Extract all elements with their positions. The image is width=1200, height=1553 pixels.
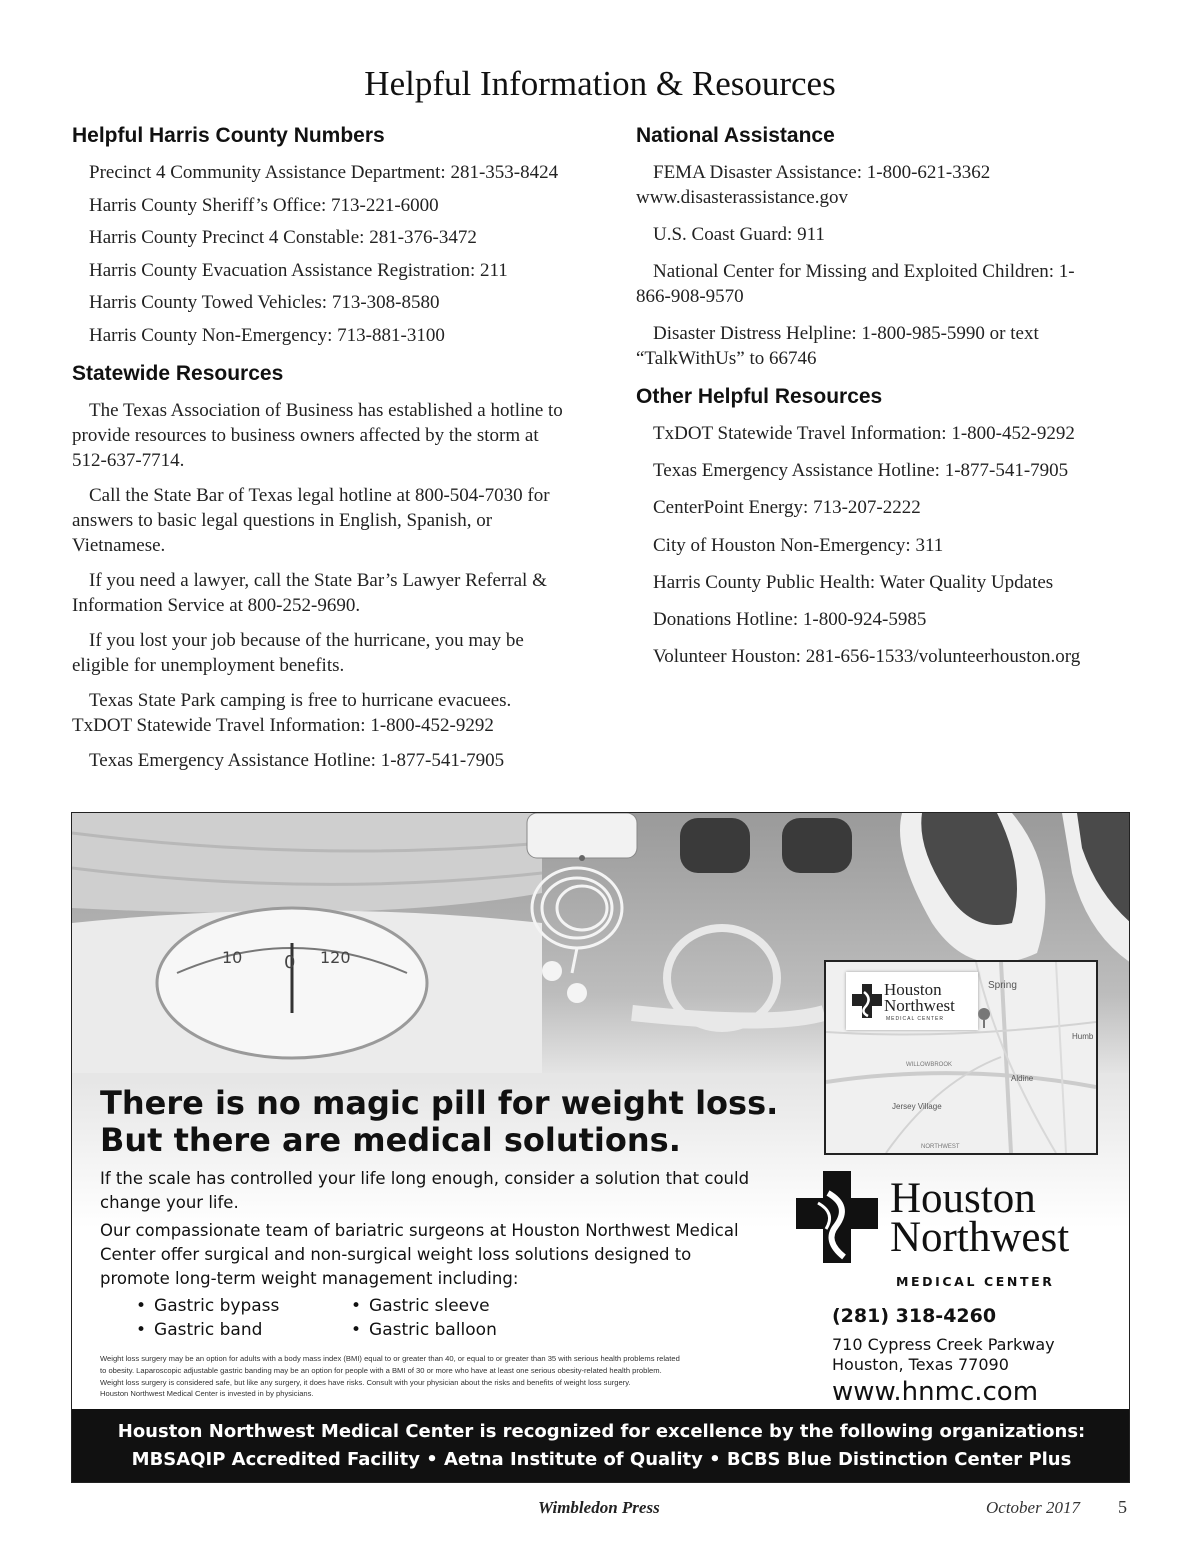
banner-line-1: Houston Northwest Medical Center is recognized for excellence by the following organizations:: [117, 1420, 1086, 1442]
website-url: www.hnmc.com: [832, 1377, 1039, 1407]
other-resources-heading: Other Helpful Resources: [636, 385, 883, 408]
recognition-banner: [72, 1409, 1130, 1482]
national-paragraph: FEMA Disaster Assistance: 1-800-621-3362 www.disasterassistance.gov: [636, 162, 991, 208]
logo-subtitle: MEDICAL CENTER: [896, 1274, 1055, 1289]
other-resource-item: Texas Emergency Assistance Hotline: 1-877-541-7905: [653, 460, 1069, 482]
map-label: WILLOWBROOK: [906, 1062, 953, 1068]
ad-fine-print: [100, 1353, 770, 1400]
smartphone: [527, 813, 637, 861]
procedure-item: • Gastric band: [136, 1318, 351, 1342]
fine-print-line: Houston Northwest Medical Center is invested in by physicians.: [100, 1389, 314, 1399]
other-resource-item: Harris County Public Health: Water Quality Updates: [653, 571, 1054, 593]
map-logo: [846, 972, 978, 1030]
towel: [72, 813, 542, 913]
ad-lead-text: If the scale has controlled your life long enough, consider a solution that could change your life.: [100, 1169, 750, 1212]
page-title: Helpful Information & Resources: [364, 64, 836, 103]
statewide-paragraph: Texas State Park camping is free to hurricane evacuees. TxDOT Statewide Travel Information: 1-800-452-9292: [72, 689, 512, 736]
footer-publication: Wimbledon Press: [538, 1498, 660, 1517]
svg-text:0: 0: [284, 952, 296, 973]
procedure-item: • Gastric sleeve: [351, 1294, 566, 1318]
ad-headline: [100, 1085, 800, 1159]
map-label: Spring: [988, 980, 1017, 991]
hnmc-cross-icon: [796, 1171, 878, 1263]
ad-headline-line-1: There is no magic pill for weight loss.: [100, 1084, 779, 1122]
phone-number: (281) 318-4260: [832, 1305, 997, 1327]
map-label: Jersey Village: [892, 1102, 942, 1111]
statewide-paragraph: Call the State Bar of Texas legal hotline at 800-504-7030 for answers to basic legal questions in English, Spanish, or Vietnamese.: [72, 484, 550, 556]
svg-text:10: 10: [222, 948, 243, 967]
other-resource-item: TxDOT Statewide Travel Information: 1-800-452-9292: [653, 423, 1075, 444]
map-logo-name-2: Northwest: [884, 996, 955, 1015]
footer-date: October 2017: [986, 1498, 1080, 1517]
national-paragraph: National Center for Missing and Exploited Children: 1-866-908-9570: [636, 261, 1075, 307]
ad-headline-line-2: But there are medical solutions.: [100, 1121, 681, 1159]
banner-line-2: MBSAQIP Accredited Facility • Aetna Institute of Quality • BCBS Blue Distinction Center Plus: [131, 1448, 1072, 1470]
map-label: Humb: [1072, 1032, 1094, 1041]
logo-name-line-2: Northwest: [890, 1214, 1070, 1261]
map-label: Aldine: [1011, 1074, 1034, 1083]
harris-number-item: Harris County Towed Vehicles: 713-308-8580: [89, 292, 440, 314]
national-paragraph: U.S. Coast Guard: 911: [653, 224, 825, 245]
national-paragraph: Disaster Distress Helpline: 1-800-985-5990 or text “TalkWithUs” to 66746: [636, 323, 1039, 369]
right-column: [636, 124, 1106, 681]
svg-text:120: 120: [320, 948, 351, 967]
harris-number-item: Harris County Precinct 4 Constable: 281-376-3472: [89, 227, 477, 249]
harris-number-item: Harris County Sheriff’s Office: 713-221-6000: [89, 194, 439, 216]
harris-number-item: Harris County Evacuation Assistance Registration: 211: [89, 259, 508, 281]
procedure-list: [136, 1294, 566, 1342]
map-logo-text: [884, 982, 955, 1014]
map-logo-sub: MEDICAL CENTER: [886, 1016, 944, 1022]
map-logo-cross-icon: [852, 984, 882, 1018]
other-resource-item: City of Houston Non-Emergency: 311: [653, 534, 944, 556]
national-assistance-heading: National Assistance: [636, 124, 835, 147]
bathroom-scale: [72, 908, 542, 1073]
statewide-paragraph: The Texas Association of Business has established a hotline to provide resources to business owners affected by the storm at 512-637-7714.: [72, 399, 563, 471]
ad-body-text: Our compassionate team of bariatric surgeons at Houston Northwest Medical Center offer surgical and non-surgical weight loss solutions designed to promote long-term weight management including:: [100, 1221, 739, 1288]
left-column: [72, 124, 572, 783]
other-resource-item: CenterPoint Energy: 713-207-2222: [653, 497, 921, 519]
fine-print-line: to obesity. Laparoscopic adjustable gastric banding may be an option for people with a BMI of 30 or more who have at least one serious obesity-related health problem.: [100, 1365, 662, 1375]
statewide-resources-heading: Statewide Resources: [72, 361, 284, 385]
address-line-2: Houston, Texas 77090: [832, 1355, 1009, 1374]
other-resource-item: Volunteer Houston: 281-656-1533/volunteerhouston.org: [653, 646, 1081, 668]
statewide-paragraph: Texas Emergency Assistance Hotline: 1-877-541-7905: [89, 749, 505, 771]
harris-number-item: Harris County Non-Emergency: 713-881-3100: [89, 324, 445, 346]
procedure-item: • Gastric balloon: [351, 1318, 566, 1342]
statewide-paragraph: If you need a lawyer, call the State Bar’s Lawyer Referral & Information Service at 800-252-9690.: [72, 569, 547, 616]
hnmc-advertisement: [71, 812, 1130, 1483]
harris-numbers-heading: Helpful Harris County Numbers: [72, 124, 385, 147]
fine-print-line: Weight loss surgery may be an option for adults with a body mass index (BMI) equal to or greater than 40, or equal to or greater than 35 with serious health problems related: [100, 1354, 680, 1363]
address: [832, 1335, 1055, 1375]
logo-name-line-1: Houston: [890, 1175, 1036, 1222]
location-map: [824, 960, 1098, 1155]
page-number: 5: [1118, 1497, 1127, 1517]
procedure-item: • Gastric bypass: [136, 1294, 351, 1318]
map-label: NORTHWEST: [921, 1144, 960, 1150]
logo-name: [890, 1175, 1070, 1261]
fine-print-line: Weight loss surgery is considered safe, but like any surgery, it does have risks. Consult with your physician about the risks and benefits of weight loss surgery.: [100, 1377, 631, 1387]
map-logo-name-1: Houston: [884, 980, 942, 999]
statewide-paragraph: If you lost your job because of the hurricane, you may be eligible for unemployment benefits.: [72, 629, 524, 676]
hnmc-logo: [796, 1171, 1116, 1291]
address-line-1: 710 Cypress Creek Parkway: [832, 1335, 1055, 1354]
harris-number-item: Precinct 4 Community Assistance Department: 281-353-8424: [89, 162, 559, 183]
other-resource-item: Donations Hotline: 1-800-924-5985: [653, 608, 927, 630]
